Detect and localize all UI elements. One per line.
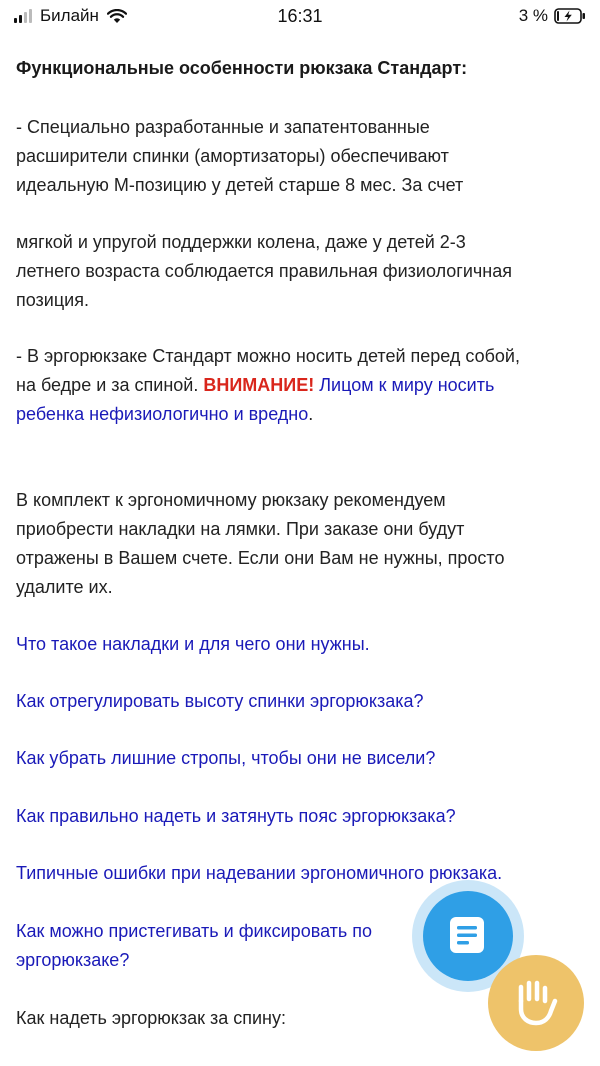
link-remove-straps[interactable]: Как убрать лишние стропы, чтобы они не висели? xyxy=(16,748,436,768)
paragraph-1-line-3: идеальную М-позицию у детей старше 8 мес. За счет xyxy=(16,175,464,195)
last-line-text: Как надеть эргорюкзак за спину: xyxy=(16,1008,286,1028)
article-heading: Функциональные особенности рюкзака Стандарт: xyxy=(16,58,468,78)
carrier-name: Билайн xyxy=(40,6,99,25)
link-pads-info[interactable]: Что такое накладки и для чего они нужны. xyxy=(16,634,370,654)
paragraph-1-line-1: - Специально разработанные и запатентованные xyxy=(16,117,430,137)
chat-document-icon xyxy=(448,915,488,957)
battery-percent: 3 % xyxy=(518,6,548,25)
paragraph-2-line-1: мягкой и упругой поддержки колена, даже у детей 2-3 xyxy=(16,232,466,252)
paragraph-1-line-2: расширители спинки (амортизаторы) обеспечивают xyxy=(16,146,449,166)
link-wear-belt[interactable]: Как правильно надеть и затянуть пояс эргорюкзака? xyxy=(16,806,456,826)
status-bar xyxy=(0,0,600,34)
warning-text: Лицом к миру носить xyxy=(314,375,495,395)
hand-icon xyxy=(513,979,559,1027)
paragraph-4-line-3: отражены в Вашем счете. Если они Вам не нужны, просто xyxy=(16,548,505,568)
status-time: 16:31 xyxy=(277,6,323,26)
paragraph-4-line-1: В комплект к эргономичному рюкзаку рекомендуем xyxy=(16,490,446,510)
warning-label: ВНИМАНИЕ! xyxy=(203,375,315,395)
paragraph-2-line-2: летнего возраста соблюдается правильная физиологичная xyxy=(16,261,512,281)
paragraph-4-line-4: удалите их. xyxy=(16,577,113,597)
chat-button-inner xyxy=(423,891,513,981)
link-fasten-fix-line-2[interactable]: эргорюкзаке? xyxy=(16,950,130,970)
paragraph-2-line-3: позиция. xyxy=(16,290,89,310)
paragraph-4-line-2: приобрести накладки на лямки. При заказе они будут xyxy=(16,519,465,539)
link-typical-mistakes[interactable]: Типичные ошибки при надевании эргономичного рюкзака. xyxy=(16,863,503,883)
warning-text-end: . xyxy=(308,404,314,424)
paragraph-3-line-1: - В эргорюкзаке Стандарт можно носить детей перед собой, xyxy=(16,346,520,366)
warning-text-continued: ребенка нефизиологично и вредно xyxy=(16,404,309,424)
paragraph-3-line-3 xyxy=(16,400,596,429)
hand-button[interactable] xyxy=(488,955,584,1051)
paragraph-3-line-2 xyxy=(16,371,596,400)
link-adjust-back-height[interactable]: Как отрегулировать высоту спинки эргорюкзака? xyxy=(16,691,424,711)
status-right xyxy=(519,6,586,26)
battery-charging-icon xyxy=(554,8,586,24)
paragraph-3-text: на бедре и за спиной. xyxy=(16,375,204,395)
link-fasten-fix-start: Как можно пристегивать и фиксировать по xyxy=(16,921,373,941)
